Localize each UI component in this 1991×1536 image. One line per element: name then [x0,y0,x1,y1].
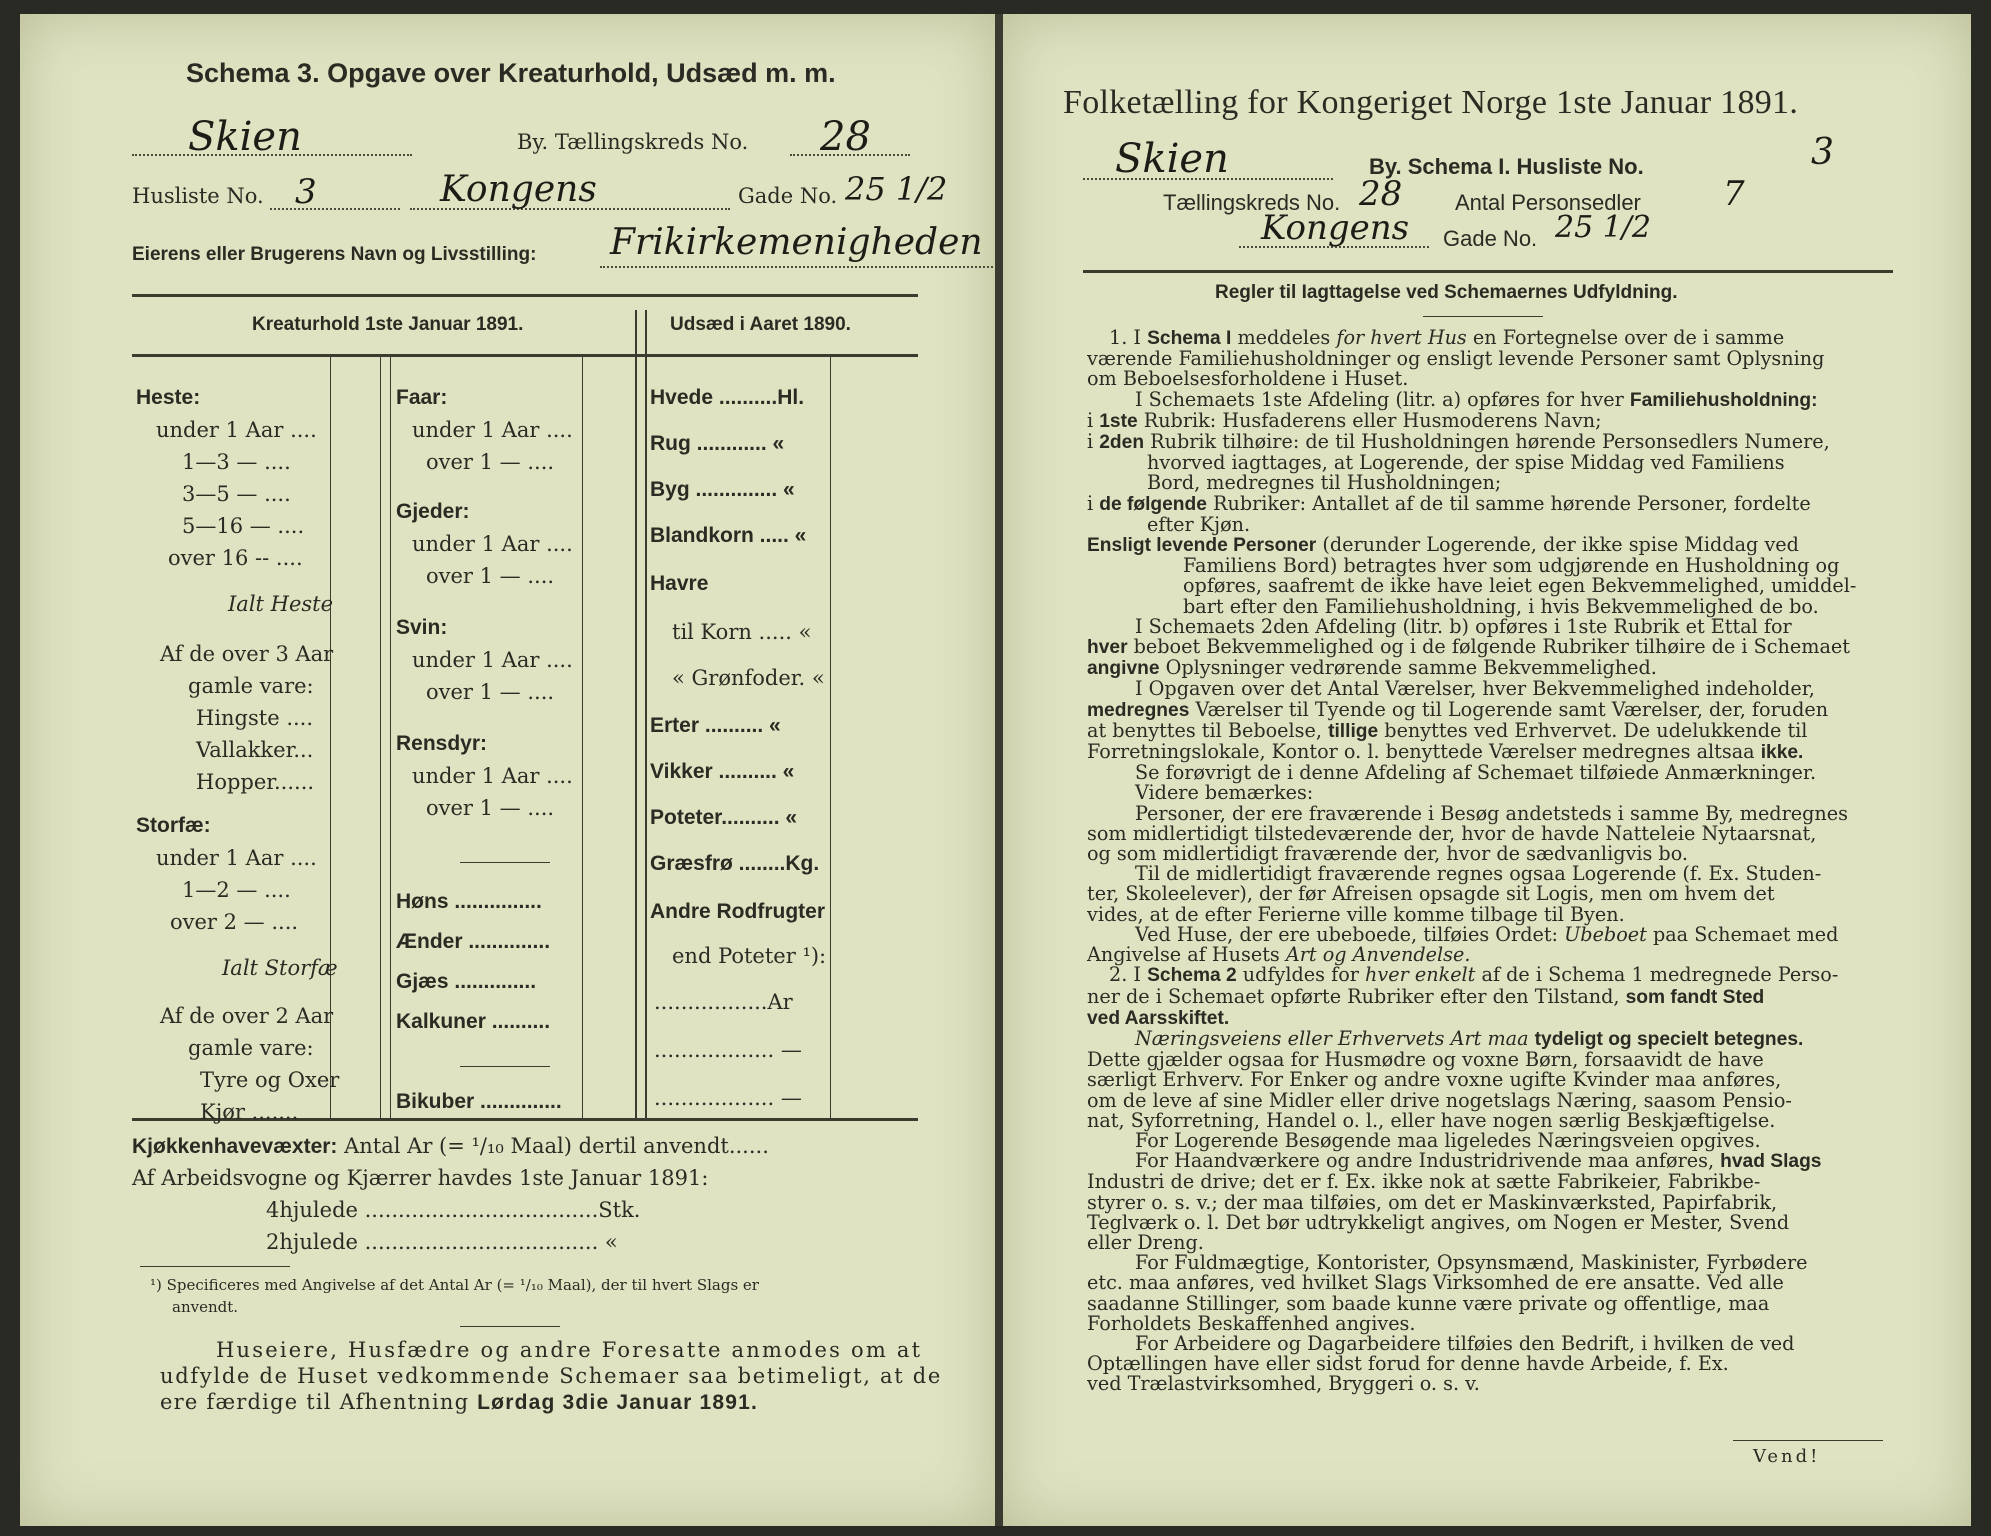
crop-row: Rug ............ « [650,432,785,455]
crop-row: .................. — [654,1086,802,1110]
footnote-1: ¹) Specificeres med Angivelse af det Antal Ar (= ¹/₁₀ Maal), der til hvert Slags er [150,1276,759,1294]
col-head-kreaturhold: Kreaturhold 1ste Januar 1891. [252,314,524,335]
hw-gade-no-right: 25 1/2 [1555,210,1651,245]
storfae-row: 1—2 — .... [182,878,291,902]
heste-sub: Hingste .... [196,706,314,730]
fowl-row: Bikuber .............. [396,1090,562,1113]
gjeder-row: under 1 Aar .... [412,532,573,556]
crop-row: Poteter.......... « [650,806,798,829]
col-rule-3 [390,354,391,1118]
fowl-row: Gjæs .............. [396,970,537,993]
svin-title: Svin: [396,616,448,639]
heste-sub: gamle vare: [188,674,314,698]
hw-owner: Frikirkemenigheden [610,222,983,263]
crop-row: Byg .............. « [650,478,795,501]
left-title: Schema 3. Opgave over Kreaturhold, Udsæd m. m. [186,58,836,88]
crop-row: end Poteter ¹): [672,944,827,968]
crop-row: Græsfrø ........Kg. [650,852,820,875]
hw-husliste-right: 3 [1811,132,1834,173]
storfae-sub: Tyre og Oxer [200,1068,340,1092]
hw-street-right: Kongens [1261,208,1410,248]
by-schema-label: By. Schema I. Husliste No. [1369,154,1644,179]
separator [460,1066,550,1067]
heste-title: Heste: [136,386,201,409]
svin-row: under 1 Aar .... [412,648,573,672]
right-title: Folketælling for Kongeriget Norge 1ste Januar 1891. [1063,84,1799,121]
vend-label: Vend! [1753,1446,1821,1467]
gjeder-row: over 1 — .... [426,564,555,588]
heste-row: 3—5 — .... [182,482,291,506]
faar-title: Faar: [396,386,448,409]
table-head-rule [132,354,918,357]
fowl-row: Høns ............... [396,890,542,913]
storfae-row: under 1 Aar .... [156,846,317,870]
heste-row: under 1 Aar .... [156,418,317,442]
rules-title-rule [1423,316,1543,317]
crop-row: Vikker .......... « [650,760,795,783]
kreds-label: Tællingskreds No. [1163,190,1341,215]
storfae-title: Storfæ: [136,814,211,837]
hw-city: Skien [188,114,302,160]
storfae-total: Ialt Storfæ [222,956,338,980]
crop-row: Erter .......... « [650,714,781,737]
table-mid-rule-2 [645,310,647,1118]
fowl-row: Ænder .............. [396,930,551,953]
heste-sub: Vallakker... [196,738,314,762]
hw-gade-no: 25 1/2 [845,170,948,208]
vend-rule [1733,1440,1883,1441]
heste-sub: Hopper...... [196,770,315,794]
gade-label: Gade No. [738,184,838,208]
hjul4-line: 4hjulede ...................................Stk. [266,1198,641,1222]
notice-rule [460,1326,560,1327]
gjeder-title: Gjeder: [396,500,470,523]
hw-antal: 7 [1723,174,1745,214]
left-page-schema-3 [20,14,995,1526]
kjokkenhave-line: Kjøkkenhavevæxter: Antal Ar (= ¹/₁₀ Maal) dertil anvendt...... [132,1134,769,1158]
gade-label-right: Gade No. [1443,226,1538,251]
kjokken-rest: Antal Ar (= ¹/₁₀ Maal) dertil anvendt...... [337,1134,769,1158]
crop-row: Havre [650,572,709,595]
faar-row: under 1 Aar .... [412,418,573,442]
notice-3b: Lørdag 3die Januar 1891. [477,1391,759,1414]
notice-line-1: Huseiere, Husfædre og andre Foresatte anmodes om at [216,1338,923,1362]
heste-row: 5—16 — .... [182,514,305,538]
rules-title: Regler til Iagttagelse ved Schemaernes Udfyldning. [1215,282,1678,303]
rules-top-rule [1083,270,1893,273]
col-rule-2 [380,354,381,1118]
rensdyr-row: over 1 — .... [426,796,555,820]
table-top-rule [132,294,918,297]
antal-label: Antal Personsedler [1455,190,1641,215]
arbeidsvogne-line: Af Arbeidsvogne og Kjærrer havdes 1ste Januar 1891: [132,1166,709,1190]
husliste-line [270,208,400,210]
crop-row: « Grønfoder. « [672,666,825,690]
by-district-label: By. Tællingskreds No. [517,130,749,154]
hw-street: Kongens [440,169,597,210]
storfae-row: over 2 — .... [170,910,299,934]
storfae-sub: Af de over 2 Aar [160,1004,334,1028]
owner-label: Eierens eller Brugerens Navn og Livsstilling: [132,244,537,265]
crop-row: Andre Rodfrugter [650,900,825,923]
rules-text: 1. I Schema I meddeles for hvert Hus en Fortegnelse over de i samme værende Familiehusholdninger og ensligt levende Personer samt Oplysning om Beboelsesforholdene i Huset. I Schemaets 1ste Afdeling (litr. a) opføres for hver Familiehusholdning: i 1ste Rubrik: Husfaderens eller Husmoderens Navn; i 2den Rubrik tilhøire: de til Husholdningen hørende Personsedlers Numere, hvorved iagttages, at Logerende, der spise Middag ved Familiens Bord, medregnes til Husholdningen; i de følgende Rubriker: Antallet af de til samme hørende Personer, fordelte efter Kjøn. Ensligt levende Personer (derunder Logerende, der ikke spise Middag ved Familiens Bord) betragtes hver som udgjørende en Husholdning og opføres, saafremt de ikke have leiet egen Bekvemmelighed, umiddel- bart efter den Familiehusholdning, i hvis Bekvemmelighed de bo. I Schemaets 2den Afdeling (litr. b) opføres i 1ste Rubrik et Ettal for hver beboet Bekvemmelighed og i de følgende Rubriker tilhøire de i Schemaet angivne Oplysninger vedrørende samme Bekvemmelighed. I Opgaven over det Antal Værelser, hver Bekvemmelighed indeholder, medregnes Værelser til Tyende og til Logerende samt Værelser, der, foruden at benyttes til Beboelse, tillige benyttes ved Erhvervet. De udelukkende til Forretningslokale, Kontor o. l. benyttede Værelser medregnes altsaa ikke. Se forøvrigt de i denne Afdeling af Schemaet tilføiede Anmærkninger. Videre bemærkes: Personer, der ere fraværende i Besøg andetsteds i samme By, medregnes som midlertidigt tilstedeværende der, hvor de havde Natteleie Nytaarsnat, og som midlertidigt fraværende der, hvor de sædvanligvis bo. Til de midlertidigt fraværende regnes ogsaa Logerende (f. Ex. Studen- ter, Skoleelever), der før Afreisen opsagde sit Logis, men om hvem det vides, at de efter Ferierne ville komme tilbage til Byen. Ved Huse, der ere ubeboede, tilføies Ordet: Ubeboet paa Schemaet med Angivelse af Husets Art og Anvendelse. 2. I Schema 2 udfyldes for hver enkelt af de i Schema 1 medregnede Perso- ner de i Schemaet opførte Rubriker efter den Tilstand, som fandt Sted ved Aarsskiftet. Næringsveiens eller Erhvervets Art maa tydeligt og specielt betegnes. Dette gjælder ogsaa for Husmødre og voxne Børn, forsaavidt de have særligt Erhverv. For Enker og andre voxne ugifte Kvinder maa anføres, om de leve af sine Midler eller drive nogetslags Næring, saasom Pensio- nat, Syforretning, Handel o. l., eller have nogen særlig Beskjæftigelse. For Logerende Besøgende maa ligeledes Næringsveien opgives. For Haandværkere og andre Industridrivende maa anføres, hvad Slags Industri de drive; det er f. Ex. ikke nok at sætte Fabrikeier, Fabrikbe- styrer o. s. v.; der maa tilføies, om det er Maskinværksted, Papirfabrik, Teglværk o. l. Det bør udtrykkeligt angives, om Nogen er Mester, Svend eller Dreng. For Fuldmægtige, Kontorister, Opsynsmænd, Maskinister, Fyrbødere etc. maa anføres, ved hvilket Slags Virksomhed de ere ansatte. Ved alle saadanne Stillinger, som baade kunne være private og offentlige, maa Forholdets Beskaffenhed angives. For Arbeidere og Dagarbeidere tilføies den Bedrift, i hvilken de ved Optællingen have eller sidst forud for denne havde Arbeide, f. Ex. ved Trælastvirksomhed, Bryggeri o. s. v. [1087,326,1857,1396]
book-spine [995,14,1003,1526]
col-rule-4 [582,354,583,1118]
crop-row: .................. — [654,1038,802,1062]
heste-total: Ialt Heste [228,592,334,616]
table-mid-rule [635,310,637,1118]
rensdyr-row: under 1 Aar .... [412,764,573,788]
heste-sub: Af de over 3 Aar [160,642,334,666]
svin-row: over 1 — .... [426,680,555,704]
footnote-2: anvendt. [172,1298,239,1316]
notice-line-2: udfylde de Huset vedkommende Schemaer saa betimeligt, at de [160,1364,942,1388]
heste-row: over 16 -- .... [168,546,303,570]
fowl-row: Kalkuner .......... [396,1010,551,1033]
hw-kreds: 28 [1359,174,1403,214]
hw-city-right: Skien [1115,136,1229,182]
right-page-schema-1 [1003,14,1971,1526]
crop-row: til Korn ..... « [672,620,812,644]
heste-row: 1—3 — .... [182,450,291,474]
notice-line-3 [160,1390,758,1415]
owner-line [600,266,995,268]
col-rule-5 [830,354,831,1118]
rensdyr-title: Rensdyr: [396,732,488,755]
crop-row: Blandkorn ..... « [650,524,807,547]
hw-district: 28 [820,114,871,160]
notice-3a: ere færdige til Afhentning [160,1390,478,1414]
husliste-label: Husliste No. [132,184,264,208]
hjul2-line: 2hjulede ................................... « [266,1230,618,1254]
col-head-udsaed: Udsæd i Aaret 1890. [670,314,851,335]
crop-row: .................Ar [654,990,793,1014]
faar-row: over 1 — .... [426,450,555,474]
separator [460,862,550,863]
storfae-sub: Kjør ....... [200,1100,299,1124]
hw-husliste: 3 [295,172,317,212]
crop-row: Hvede ..........Hl. [650,386,805,409]
storfae-sub: gamle vare: [188,1036,314,1060]
footnote-rule [140,1266,290,1267]
